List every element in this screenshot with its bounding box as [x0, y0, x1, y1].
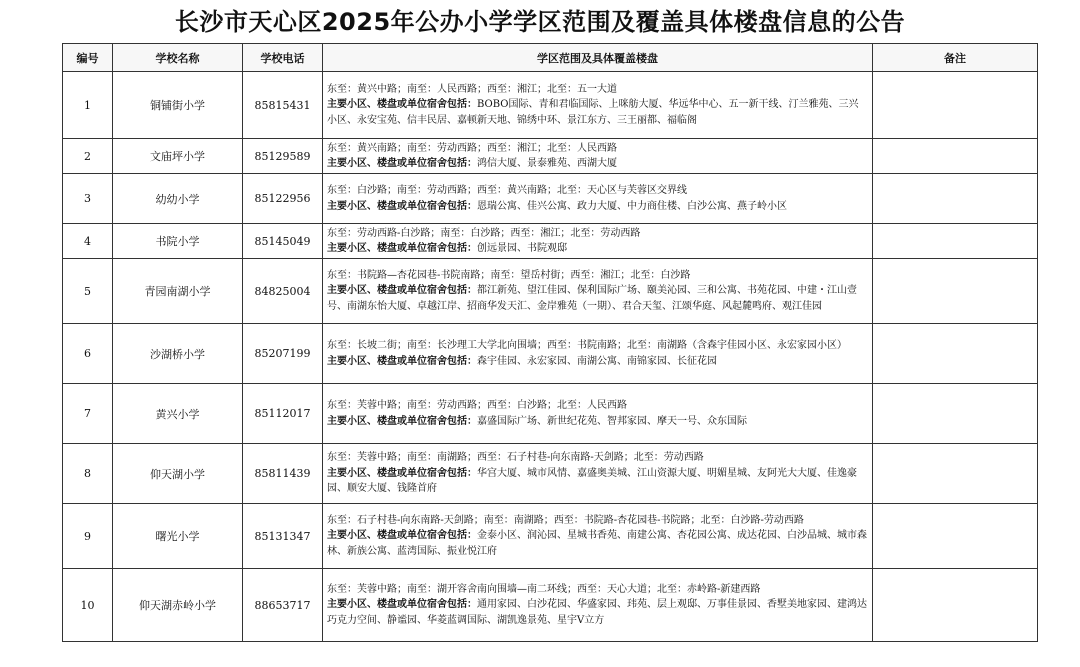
estates-text: 通用家园、白沙花园、华盛家园、玮苑、层上观邸、万事佳景园、香墅美地家园、建鸿达巧克力空间、静谧园、华菱蓝调国际、湖凯逸景苑、星宇V立方 [327, 599, 867, 626]
table-row [63, 384, 1038, 444]
estates-label: 主要小区、楼盘或单位宿舍包括： [327, 99, 477, 111]
row-no: 8 [63, 444, 113, 504]
row-no: 5 [63, 259, 113, 324]
row-scope [323, 224, 873, 259]
estates-text: 金泰小区、润沁园、星城书香苑、南建公寓、杏花园公寓、成达花园、白沙品城、城市森林、新族公寓、蓝湾国际、振业悦江府 [327, 530, 867, 557]
row-phone: 88653717 [243, 569, 323, 642]
table-row [63, 259, 1038, 324]
row-no: 10 [63, 569, 113, 642]
row-phone: 84825004 [243, 259, 323, 324]
row-remark [873, 139, 1038, 174]
row-no: 1 [63, 72, 113, 139]
row-remark [873, 224, 1038, 259]
row-school: 仰天湖小学 [113, 444, 243, 504]
table-row [63, 444, 1038, 504]
row-school: 沙湖桥小学 [113, 324, 243, 384]
row-phone: 85207199 [243, 324, 323, 384]
estates-label: 主要小区、楼盘或单位宿舍包括： [327, 467, 477, 479]
row-scope [323, 72, 873, 139]
estates-text: 华宫大厦、城市风情、嘉盛奥美城、江山资源大厦、明媚星城、友阿光大大厦、佳逸豪园、顺安大厦、钱隆首府 [327, 467, 857, 495]
row-school: 曙光小学 [113, 504, 243, 569]
estates-text: 鸿信大厦、景泰雅苑、西湖大厦 [477, 158, 617, 169]
row-remark [873, 504, 1038, 569]
row-phone: 85129589 [243, 139, 323, 174]
table-row [63, 139, 1038, 174]
row-scope [323, 259, 873, 324]
boundary-text: 东至：白沙路；南至：劳动西路；西至：黄兴南路；北至：天心区与芙蓉区交界线 [327, 185, 687, 196]
estates-label: 主要小区、楼盘或单位宿舍包括： [327, 599, 477, 611]
row-no: 9 [63, 504, 113, 569]
row-no: 6 [63, 324, 113, 384]
header-scope: 学区范围及具体覆盖楼盘 [323, 44, 873, 72]
estates-label: 主要小区、楼盘或单位宿舍包括： [327, 355, 477, 367]
boundary-text: 东至：芙蓉中路；南至：劳动西路；西至：白沙路；北至：人民西路 [327, 400, 627, 411]
header-no: 编号 [63, 44, 113, 72]
row-phone: 85122956 [243, 174, 323, 224]
row-phone: 85112017 [243, 384, 323, 444]
header-phone: 学校电话 [243, 44, 323, 72]
row-phone: 85145049 [243, 224, 323, 259]
header-school: 学校名称 [113, 44, 243, 72]
row-remark [873, 324, 1038, 384]
boundary-text: 东至：黄兴南路；南至：劳动西路；西至：湘江；北至：人民西路 [327, 142, 617, 154]
row-scope [323, 139, 873, 174]
boundary-text: 东至：石子村巷-向东南路-天剑路；南至：南湖路；西至：书院路-杏花园巷-书院路；北至：白沙路-劳动西路 [327, 514, 804, 526]
table-row [63, 174, 1038, 224]
estates-text: 嘉盛国际广场、新世纪花苑、智邦家园、摩天一号、众东国际 [477, 415, 747, 427]
estates-text: 都江新苑、望江佳园、保利国际广场、颐美沁园、三和公寓、书苑花园、中建・江山壹号、南湖东怡大厦、卓越江岸、招商华发天汇、金岸雅苑（一期）、君合天玺、江颂华庭、风起麓鸣府、观江佳园 [327, 285, 857, 312]
estates-label: 主要小区、楼盘或单位宿舍包括： [327, 285, 477, 297]
table-header-row [63, 44, 1038, 72]
table-row [63, 569, 1038, 642]
row-no: 3 [63, 174, 113, 224]
row-scope [323, 504, 873, 569]
row-scope [323, 384, 873, 444]
boundary-text: 东至：芙蓉中路；南至：南湖路；西至：石子村巷-向东南路-天剑路；北至：劳动西路 [327, 452, 704, 464]
table-row [63, 504, 1038, 569]
row-remark [873, 569, 1038, 642]
row-remark [873, 72, 1038, 139]
row-remark [873, 259, 1038, 324]
table-row [63, 324, 1038, 384]
table-row [63, 72, 1038, 139]
school-district-table [62, 43, 1038, 642]
row-scope [323, 174, 873, 224]
row-school: 文庙坪小学 [113, 139, 243, 174]
row-no: 4 [63, 224, 113, 259]
page-title: 长沙市天心区2025年公办小学学区范围及覆盖具体楼盘信息的公告 [174, 8, 906, 36]
row-school: 青园南湖小学 [113, 259, 243, 324]
row-school: 仰天湖赤岭小学 [113, 569, 243, 642]
row-remark [873, 174, 1038, 224]
boundary-text: 东至：书院路—杏花园巷-书院南路；南至：望岳村街；西至：湘江；北至：白沙路 [327, 269, 691, 281]
row-phone: 85815431 [243, 72, 323, 139]
row-scope [323, 569, 873, 642]
table-row [63, 224, 1038, 259]
row-school: 黄兴小学 [113, 384, 243, 444]
row-school: 书院小学 [113, 224, 243, 259]
estates-label: 主要小区、楼盘或单位宿舍包括： [327, 415, 477, 427]
row-remark [873, 444, 1038, 504]
row-school: 幼幼小学 [113, 174, 243, 224]
header-remark: 备注 [873, 44, 1038, 72]
estates-text: 森宇佳园、永宏家园、南湖公寓、南锦家园、长征花园 [477, 355, 717, 367]
row-scope [323, 444, 873, 504]
estates-label: 主要小区、楼盘或单位宿舍包括： [327, 200, 477, 212]
row-phone: 85131347 [243, 504, 323, 569]
row-no: 2 [63, 139, 113, 174]
row-scope [323, 324, 873, 384]
estates-text: 创远景园、书院观邸 [477, 243, 567, 254]
boundary-text: 东至：黄兴中路；南至：人民西路；西至：湘江；北至：五一大道 [327, 83, 617, 95]
estates-label: 主要小区、楼盘或单位宿舍包括： [327, 243, 477, 254]
row-school: 铜铺街小学 [113, 72, 243, 139]
boundary-text: 东至：劳动西路-白沙路；南至：白沙路；西至：湘江；北至：劳动西路 [327, 227, 641, 239]
boundary-text: 东至：长坡二街；南至：长沙理工大学北向围墙；西至：书院南路；北至：南湖路（含森宇佳园小区、永宏家园小区） [327, 340, 847, 351]
estates-text: BOBO国际、青和君临国际、上咪舫大厦、华远华中心、五一新干线、汀兰雅苑、三兴小区、永安宝苑、信丰民居、嘉顿新天地、锦绣中环、景江东方、三王丽都、福临阁 [327, 99, 859, 126]
row-no: 7 [63, 384, 113, 444]
boundary-text: 东至：芙蓉中路；南至：湖开容舍南向围墙—南二环线；西至：天心大道；北至：赤岭路-新建西路 [327, 583, 761, 595]
row-remark [873, 384, 1038, 444]
estates-label: 主要小区、楼盘或单位宿舍包括： [327, 158, 477, 169]
row-phone: 85811439 [243, 444, 323, 504]
estates-label: 主要小区、楼盘或单位宿舍包括： [327, 530, 477, 542]
estates-text: 恩瑞公寓、佳兴公寓、政力大厦、中力商住楼、白沙公寓、燕子岭小区 [477, 200, 787, 212]
